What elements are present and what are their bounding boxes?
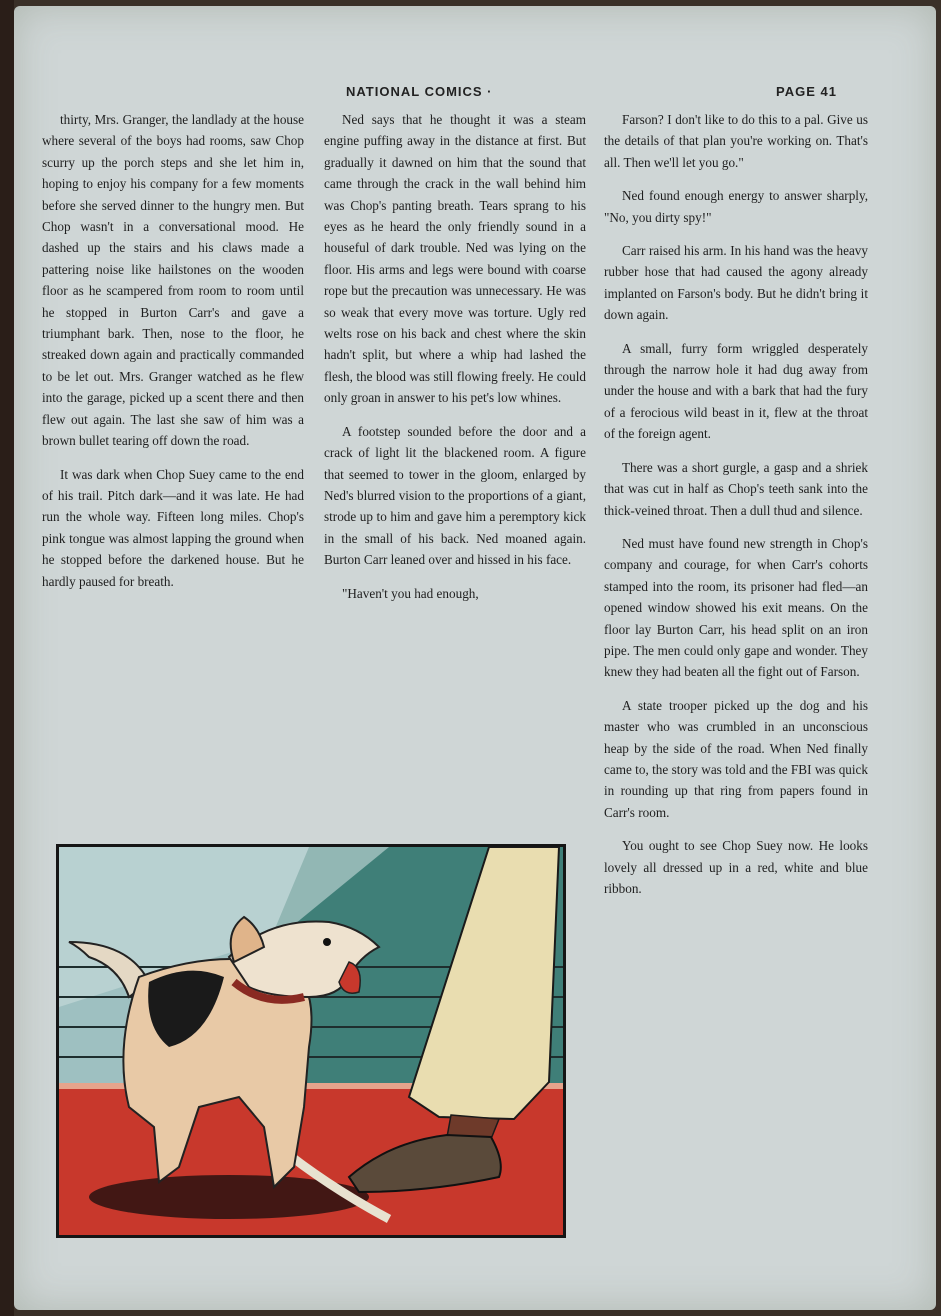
- paragraph: Farson? I don't like to do this to a pal. Give us the details of that plan you're working on. That's all. Then we'll let you go.": [604, 112, 868, 170]
- paragraph: Ned says that he thought it was a steam engine puffing away in the distance at first. But gradually it dawned on him that the sound that came through the crack in the wall behind him was Chop's panting breath. Tears sprang to his eyes as he heard the only friendly sound in a houseful of dark trouble. Ned was lying on the floor. His arms and legs were bound with coarse rope but the precaution was unnecessary. He was so weak that every move was torture. Ugly red welts rose on his back and chest where the skin hadn't split, but where a whip had lashed the flesh, the blood was still flowing freely. He could only groan in answer to his pet's low whines.: [324, 112, 586, 406]
- paragraph: It was dark when Chop Suey came to the end of his trail. Pitch dark—and it was late. He had run the whole way. Fifteen long miles. Chop's pink tongue was almost lapping the ground when he stopped before the darkened house. But he hardly paused for breath.: [42, 466, 304, 589]
- text-column-2: [324, 109, 586, 616]
- paragraph: There was a short gurgle, a gasp and a shriek that was cut in half as Chop's teeth sank into the thick-veined throat. Then a dull thud and silence.: [604, 459, 868, 518]
- paragraph: Ned found enough energy to answer sharply, "No, you dirty spy!": [604, 188, 868, 225]
- paragraph: thirty, Mrs. Granger, the landlady at the house where several of the boys had rooms, saw Chop scurry up the porch steps and she let him in, hoping to enjoy his company for a few moments before she served dinner to the hungry men. But Chop wasn't in a conversational mood. He dashed up the stairs and his claws made a pattering noise like hailstones on the wooden floor as he scampered from room to room until he stopped in Burton Carr's and gave a triumphant bark. Then, nose to the floor, he streaked down again and practically commanded to be let out. Mrs. Granger watched as he flew into the garage, picked up a scent there and then flew out again. The last she saw of him was a brown bullet tearing off down the road.: [42, 112, 304, 449]
- text-column-3: [604, 109, 868, 911]
- magazine-page: [14, 6, 936, 1310]
- paragraph: You ought to see Chop Suey now. He looks lovely all dressed up in a red, white and blue ribbon.: [604, 838, 868, 896]
- paragraph: Ned must have found new strength in Chop's company and courage, for when Carr's cohorts stamped into the room, its prisoner had fled—an opened window showed his exit means. On the floor lay Burton Carr, his head split on an iron pipe. The men could only gape and wonder. They knew they had beaten all the fight out of Farson.: [604, 535, 868, 680]
- dog-attacking-illustration: [59, 847, 563, 1235]
- page-number: PAGE 41: [776, 84, 837, 99]
- dog-illustration: [56, 844, 566, 1238]
- paragraph: A state trooper picked up the dog and his master who was crumbled in an unconscious heap by the side of the road. When Ned finally came to, the story was told and the FBI was quick in rounding up that ring from papers found in Carr's room.: [604, 697, 868, 820]
- paragraph: A small, furry form wriggled desperately through the narrow hole it had dug away from under the house and with a bark that had the fury of a ferocious wild beast in it, flew at the throat of the foreign agent.: [604, 340, 868, 442]
- dog-eye: [323, 938, 331, 946]
- running-header-title: NATIONAL COMICS ·: [346, 84, 493, 99]
- paragraph: "Haven't you had enough,: [342, 585, 479, 601]
- text-column-1: [42, 109, 304, 604]
- book-spine: [0, 0, 14, 1316]
- paragraph: A footstep sounded before the door and a crack of light lit the blackened room. A figure that seemed to tower in the gloom, enlarged by Ned's blurred vision to the proportions of a giant, strode up to him and gave him a peremptory kick in the small of his back. Ned moaned again. Burton Carr leaned over and hissed in his face.: [324, 423, 586, 568]
- paragraph: Carr raised his arm. In his hand was the heavy rubber hose that had caused the agony already implanted on Farson's body. But he didn't bring it down again.: [604, 243, 868, 323]
